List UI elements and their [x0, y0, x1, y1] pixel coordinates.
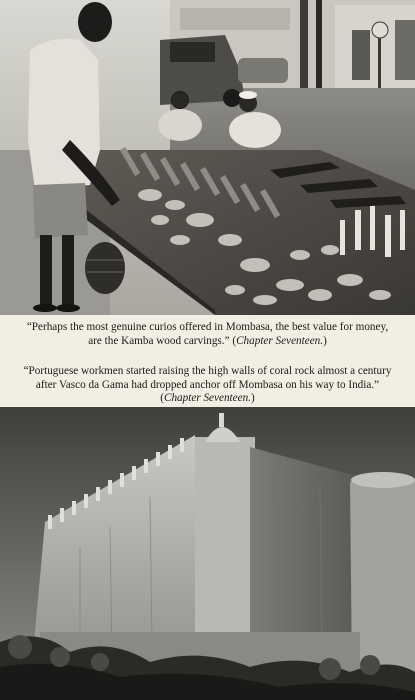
caption-wood-carvings — [20, 321, 395, 348]
caption-wood-carvings-text: “Perhaps the most genuine curios offered in Mombasa, the best value for money, are the Kamba wood carvings.” ( — [26, 321, 389, 347]
photo-coral-fort — [0, 407, 415, 700]
caption-fort-walls-ref: Chapter Seventeen. — [164, 392, 251, 404]
caption-fort-walls — [20, 365, 395, 406]
photo-wood-carvings-stall — [0, 0, 415, 315]
caption-fort-walls-text: “Portuguese workmen started raising the high walls of coral rock almost a century after Vasco da Gama had dropped anchor off Mombasa on his way to India.” ( — [23, 365, 392, 404]
caption-wood-carvings-close: ) — [323, 334, 327, 347]
caption-fort-walls-close: ) — [250, 392, 255, 404]
photo-wood-carvings-image — [0, 0, 415, 315]
photo-coral-fort-image — [0, 407, 415, 700]
caption-wood-carvings-ref: Chapter Seventeen. — [236, 334, 324, 347]
